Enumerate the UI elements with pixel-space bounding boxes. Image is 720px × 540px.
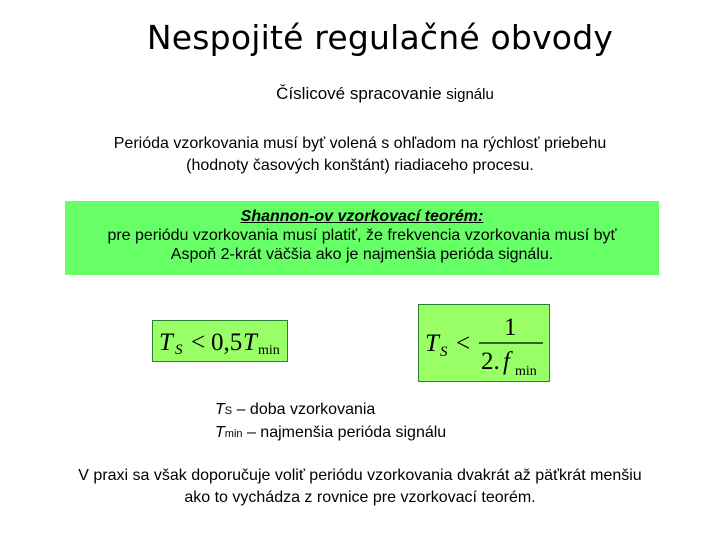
theorem-line-1: pre periódu vzorkovania musí platiť, že frekvencia vzorkovania musí byť — [107, 227, 617, 244]
theorem-heading: Shannon-ov vzorkovací teorém: — [240, 208, 484, 225]
equation-1 — [153, 321, 287, 361]
theorem-box — [65, 201, 659, 275]
legend-item-tmin — [215, 422, 446, 445]
legend-item-ts — [215, 399, 446, 422]
footer-note — [30, 465, 690, 509]
intro-line-2: (hodnoty časových konštánt) riadiaceho procesu. — [186, 157, 534, 174]
legend-subscript: min — [224, 428, 243, 440]
eq2-lhs: T — [425, 330, 439, 357]
page-title: Nespojité regulačné obvody — [146, 18, 614, 57]
eq1-var: T — [243, 329, 257, 356]
eq1-coefficient: 0,5 — [211, 329, 243, 356]
legend-text: – najmenšia perióda signálu — [242, 424, 447, 441]
eq1-lhs: T — [159, 329, 173, 356]
subtitle-small: signálu — [446, 86, 494, 103]
intro-line-1: Perióda vzorkovania musí byť volená s ohľadom na rýchlosť priebehu — [113, 135, 607, 152]
footer-line-1: V praxi sa však doporučuje voliť periódu vzorkovania dvakrát až päťkrát menšiu — [78, 467, 642, 484]
eq2-lhs-sub: S — [440, 344, 448, 360]
footer-line-2: ako to vychádza z rovnice pre vzorkovací teorém. — [184, 489, 536, 506]
eq2-numerator: 1 — [504, 314, 517, 341]
legend-subscript: S — [224, 405, 233, 417]
eq1-var-sub: min — [258, 343, 280, 358]
equation-1-box — [152, 320, 288, 362]
eq2-f: f — [503, 348, 510, 375]
symbol-legend — [215, 399, 446, 445]
eq2-f-sub: min — [515, 364, 537, 379]
equation-2 — [419, 305, 549, 381]
intro-text — [40, 133, 680, 177]
subtitle-main: Číslicové spracovanie — [276, 84, 442, 103]
legend-text: – doba vzorkovania — [232, 401, 376, 418]
equation-2-box — [418, 304, 550, 382]
theorem-line-2: Aspoň 2-krát väčšia ako je najmenšia perióda signálu. — [170, 246, 554, 263]
legend-symbol: T — [215, 401, 225, 418]
legend-symbol: T — [215, 424, 225, 441]
eq2-relation: < — [456, 330, 471, 357]
eq1-lhs-sub: S — [175, 342, 183, 358]
subtitle — [0, 84, 720, 104]
eq1-relation: < — [191, 329, 206, 356]
eq2-denominator: 2. — [481, 348, 500, 375]
